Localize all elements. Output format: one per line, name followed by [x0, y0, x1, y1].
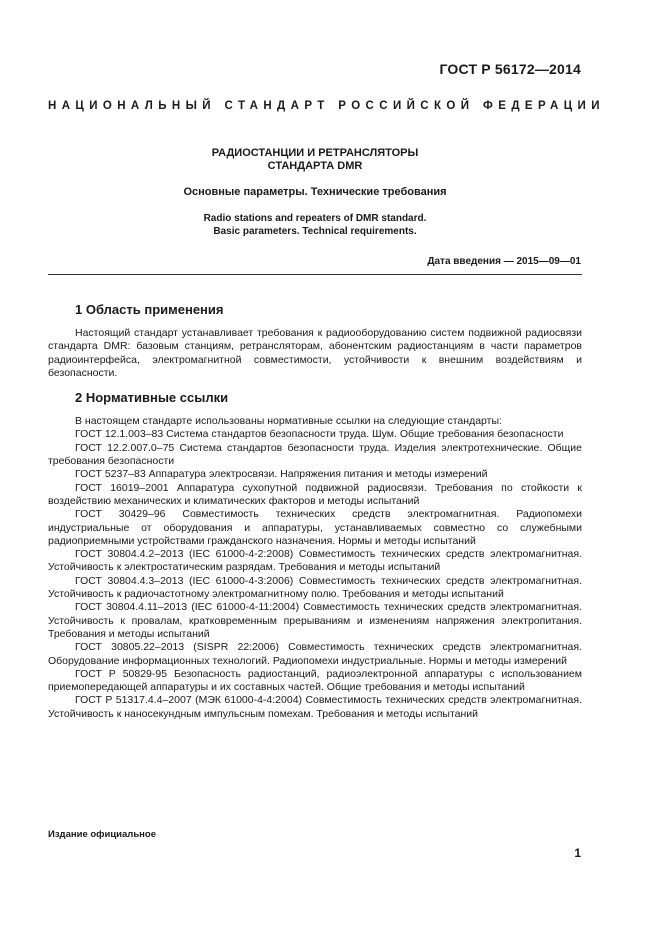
document-body: [48, 302, 582, 721]
page-number: 1: [574, 846, 581, 860]
doc-title-line2: СТАНДАРТА DMR: [267, 160, 363, 172]
reference-paragraph: ГОСТ 12.2.007.0–75 Система стандартов безопасности труда. Изделия электротехнические. Общие требования безопасности: [48, 441, 582, 468]
intro-date: Дата введения — 2015—09—01: [427, 256, 581, 267]
reference-paragraph: ГОСТ 30804.4.2–2013 (IEC 61000-4-2:2008) Совместимость технических средств электромагнитная. Устойчивость к электростатическим разрядам. Требования и методы испытаний: [48, 548, 582, 574]
doc-subtitle: Основные параметры. Технические требования: [183, 186, 447, 198]
doc-title-line1: РАДИОСТАНЦИИ И РЕТРАНСЛЯТОРЫ: [211, 147, 419, 159]
doc-title: [48, 147, 582, 173]
reference-paragraph: ГОСТ 5237–83 Аппаратура электросвязи. Напряжения питания и методы измерений: [75, 468, 488, 481]
reference-paragraph: ГОСТ 30804.4.3–2013 (IEC 61000-4-3:2006) Совместимость технических средств электромагнитная. Устойчивость к радиочастотному электромагнитному полю. Требования и методы испытаний: [48, 574, 582, 601]
reference-paragraph: ГОСТ 30429–96 Совместимость технических средств электромагнитная. Радиопомехи индустриальные от оборудования и аппаратуры, устанавливаемых совместно со служебными радиоприемными устройствами гражданского назначения. Нормы и методы испытаний: [48, 508, 582, 547]
reference-paragraph: В настоящем стандарте использованы нормативные ссылки на следующие стандарты:: [75, 415, 502, 428]
reference-paragraph: ГОСТ Р 51317.4.4–2007 (МЭК 61000-4-4:2004) Совместимость технических средств электромагнитная. Устойчивость к наносекундным импульсным помехам. Требования и методы испытаний: [48, 694, 582, 720]
doc-title-en-line2: Basic parameters. Technical requirements.: [213, 226, 417, 237]
edition-note: Издание официальное: [48, 829, 156, 840]
section-1-text: Настоящий стандарт устанавливает требования к радиооборудованию систем подвижной радиосвязи стандарта DMR: базовым станциям, ретрансляторам, абонентским радиостанциям в части параметров радиоинтерфейса, электромагнитной совместимости, устойчивости к внешним воздействиям и безопасности.: [48, 327, 582, 379]
divider: [48, 274, 582, 275]
reference-paragraph: ГОСТ 30804.4.11–2013 (IEC 61000-4-11:2004) Совместимость технических средств электромагнитная. Устойчивость к провалам, кратковременным прерываниям и изменениям напряжения электропитания. Требования и методы испытаний: [48, 601, 582, 640]
national-standard-heading: НАЦИОНАЛЬНЫЙ СТАНДАРТ РОССИЙСКОЙ ФЕДЕРАЦИИ: [48, 100, 605, 112]
section-2-heading: 2 Нормативные ссылки: [75, 390, 229, 406]
doc-title-english: [48, 212, 582, 238]
reference-paragraph: ГОСТ 30805.22–2013 (SISPR 22:2006) Совместимость технических средств электромагнитная. Оборудование информационных технологий. Радиопомехи индустриальные. Нормы и методы измерений: [48, 641, 582, 667]
reference-paragraph: ГОСТ Р 50829-95 Безопасность радиостанций, радиоэлектронной аппаратуры с использованием приемопередающей аппаратуры и их составных частей. Общие требования и методы испытаний: [48, 667, 582, 694]
doc-title-en-line1: Radio stations and repeaters of DMR standard.: [203, 213, 427, 224]
doc-number: ГОСТ Р 56172—2014: [439, 61, 581, 77]
section-1-heading: 1 Область применения: [75, 302, 224, 317]
reference-paragraph: ГОСТ 12.1.003–83 Система стандартов безопасности труда. Шум. Общие требования безопасности: [75, 428, 564, 441]
reference-paragraph: ГОСТ 16019–2001 Аппаратура сухопутной подвижной радиосвязи. Требования по стойкости к воздействию механических и климатических факторов и методы испытаний: [48, 481, 582, 507]
